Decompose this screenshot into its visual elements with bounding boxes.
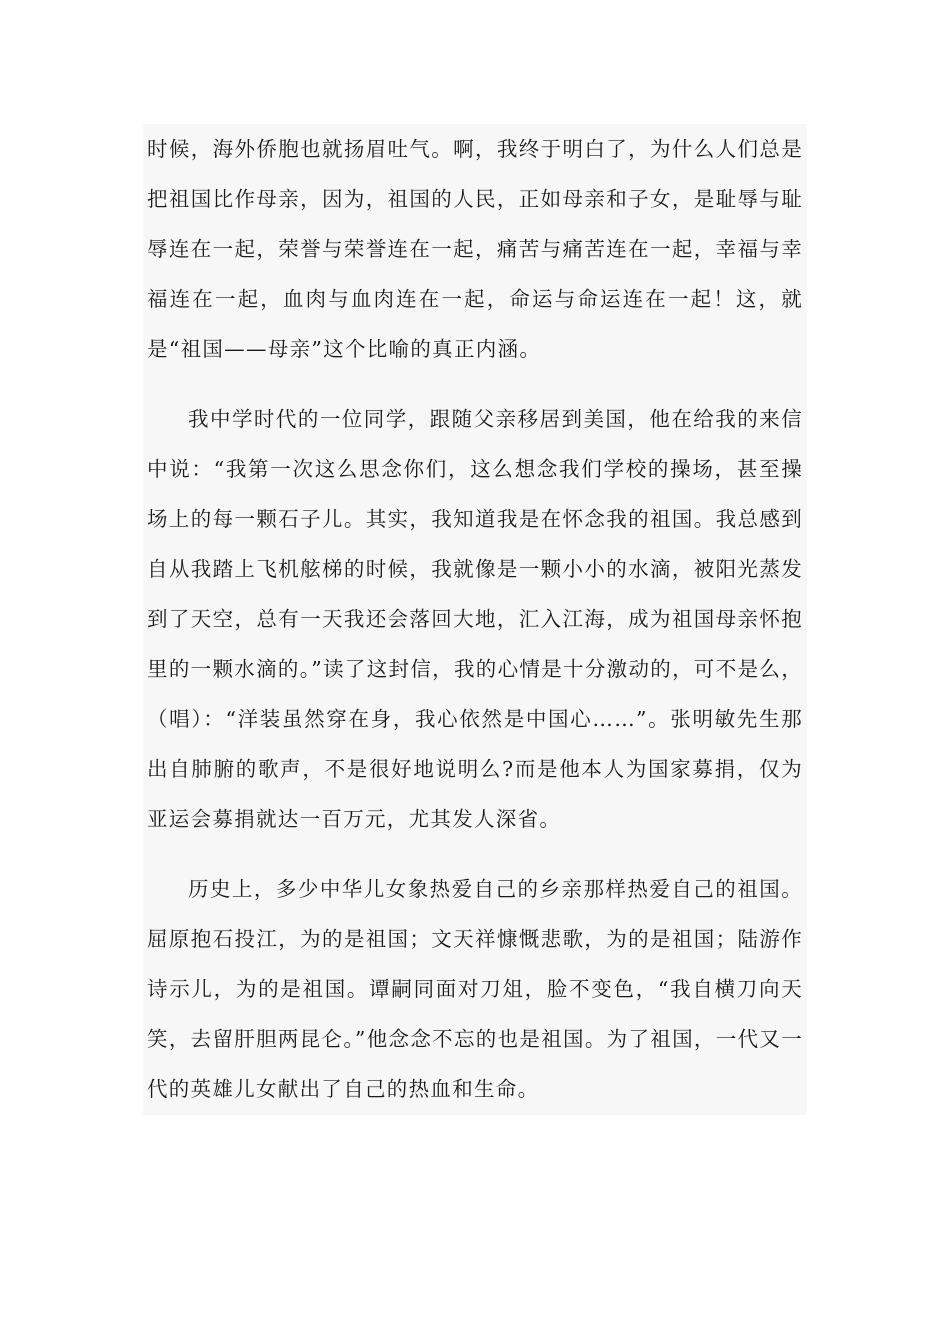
paragraph-3: 历史上，多少中华儿女象热爱自己的乡亲那样热爱自己的祖国。屈原抱石投江，为的是祖国；文天祥慷慨悲歌，为的是祖国；陆游作诗示儿，为的是祖国。谭嗣同面对刀俎，脸不变色，“我自横刀向天笑，去留肝胆两昆仑。”他念念不忘的也是祖国。为了祖国，一代又一代的英雄儿女献出了自己的热血和生命。: [147, 877, 803, 1101]
paragraph-1: 时候，海外侨胞也就扬眉吐气。啊，我终于明白了，为什么人们总是把祖国比作母亲，因为，祖国的人民，正如母亲和子女，是耻辱与耻辱连在一起，荣誉与荣誉连在一起，痛苦与痛苦连在一起，幸福与幸福连在一起，血肉与血肉连在一起，命运与命运连在一起！这，就是“祖国——母亲”这个比喻的真正内涵。: [147, 137, 803, 361]
paragraph-2: 我中学时代的一位同学，跟随父亲移居到美国，他在给我的来信中说：“我第一次这么思念你们，这么想念我们学校的操场，甚至操场上的每一颗石子儿。其实，我知道我是在怀念我的祖国。我总感到自从我踏上飞机舷梯的时候，我就像是一颗小小的水滴，被阳光蒸发到了天空，总有一天我还会落回大地，汇入江海，成为祖国母亲怀抱里的一颗水滴的。”读了这封信，我的心情是十分激动的，可不是么，（唱）：“洋装虽然穿在身，我心依然是中国心……”。张明敏先生那出自肺腑的歌声，不是很好地说明么?而是他本人为国家募捐，仅为亚运会募捐就达一百万元，尤其发人深省。: [147, 407, 803, 831]
text-block: [143, 124, 807, 1115]
